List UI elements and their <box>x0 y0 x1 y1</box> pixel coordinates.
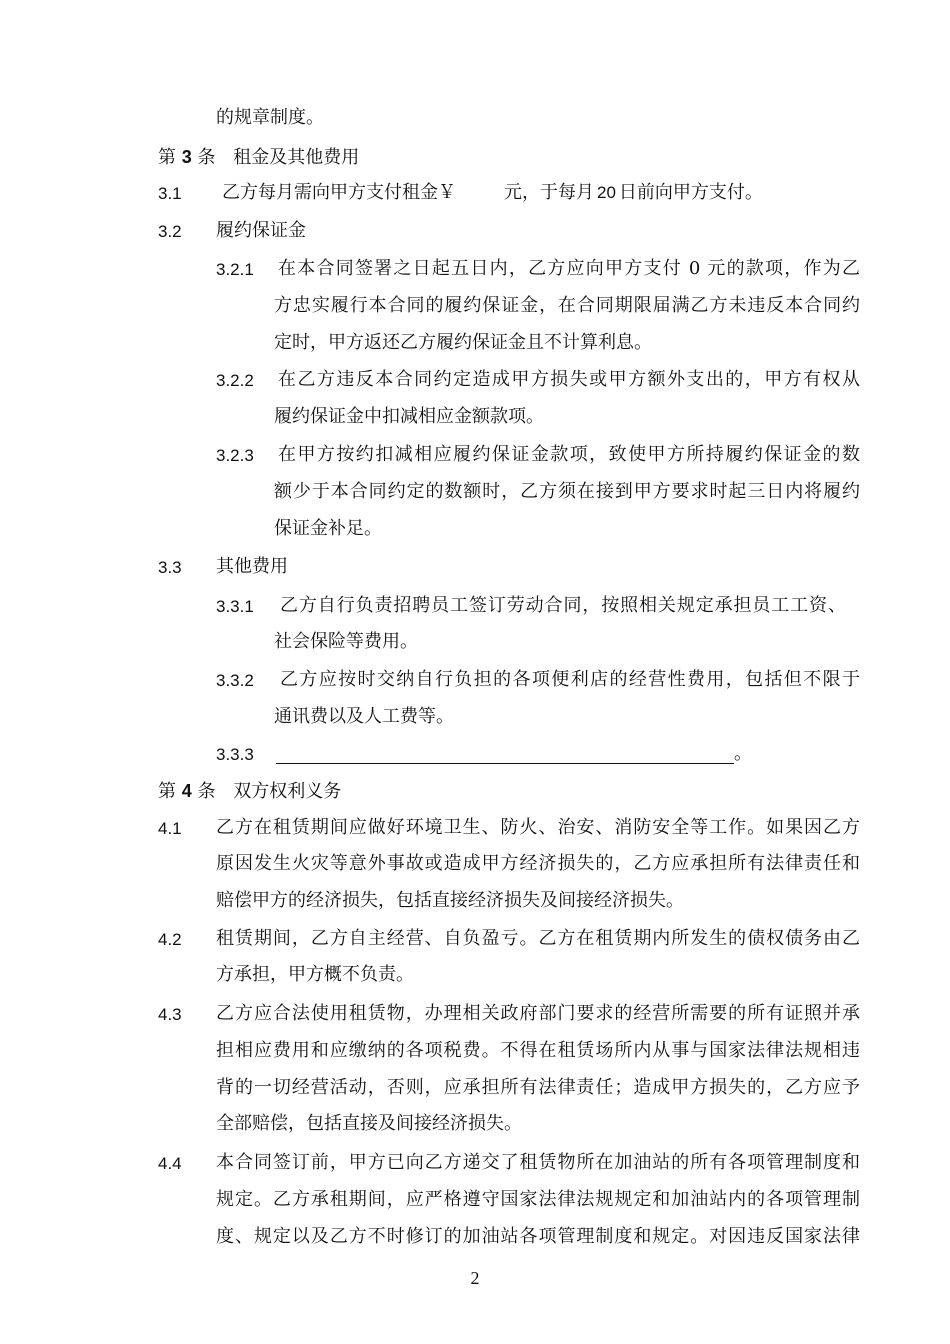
article-prefix: 第 <box>158 147 176 168</box>
paragraph-line: 额少于本合同约定的数额时，乙方须在接到甲方要求时起三日内将履约 <box>274 481 860 502</box>
paragraph-line: 度、规定以及乙方不时修订的加油站各项管理制度和规定。对因违反国家法律 <box>216 1226 860 1247</box>
clause-number: 3.3.3 <box>216 745 254 764</box>
fill-in-blank-line <box>276 763 734 764</box>
paragraph-line: 乙方在租赁期间应做好环境卫生、防火、治安、消防安全等工作。如果因乙方 <box>216 817 860 838</box>
clause-text-part: 元，于每月 <box>504 182 594 203</box>
clause-number: 3.2.2 <box>216 371 254 390</box>
clause-text-part: 日前向甲方支付。 <box>618 182 763 203</box>
paragraph-line: 履约保证金中扣减相应金额款项。 <box>274 406 544 427</box>
clause-number: 4.2 <box>158 930 182 949</box>
article-number: 3 <box>181 147 192 167</box>
paragraph-line: 保证金补足。 <box>274 518 382 539</box>
article-title: 租金及其他费用 <box>233 147 360 168</box>
paragraph-line: 在甲方按约扣减相应履约保证金款项，致使甲方所持履约保证金的数 <box>278 444 860 465</box>
article-suffix: 条 <box>197 147 216 168</box>
paragraph-line: 规定。乙方承租期间，应严格遵守国家法律法规规定和加油站内的各项管理制 <box>216 1189 860 1210</box>
clause-number: 3.2.1 <box>216 260 254 279</box>
paragraph-line: 乙方自行负责招聘员工签订劳动合同，按照相关规定承担员工工资、 <box>280 595 846 616</box>
paragraph-line: 乙方应按时交纳自行负担的各项便利店的经营性费用，包括但不限于 <box>280 669 860 690</box>
clause-number: 3.1 <box>158 184 182 203</box>
paragraph-line: 的规章制度。 <box>216 107 324 128</box>
paragraph-line: 定时，甲方返还乙方履约保证金且不计算利息。 <box>274 332 652 353</box>
paragraph-line: 担相应费用和应缴纳的各项税费。不得在租赁场所内从事与国家法律法规相违 <box>216 1040 860 1061</box>
paragraph-line: 通讯费以及人工费等。 <box>274 706 454 727</box>
clause-number: 3.3 <box>158 558 182 577</box>
page-number: 2 <box>470 1268 480 1288</box>
clause-3-2-title: 履约保证金 <box>216 220 306 241</box>
paragraph-line: 租赁期间，乙方自主经营、自负盈亏。乙方在租赁期内所发生的债权债务由乙 <box>216 928 860 949</box>
paragraph-line: 乙方应合法使用租赁物，办理相关政府部门要求的经营所需要的所有证照并承 <box>216 1003 860 1024</box>
clause-number: 4.4 <box>158 1154 182 1173</box>
article-number: 4 <box>181 781 192 801</box>
paragraph-line: 赔偿甲方的经济损失，包括直接经济损失及间接经济损失。 <box>216 890 684 911</box>
clause-number: 3.3.1 <box>216 597 254 616</box>
paragraph-line: 在乙方违反本合同约定造成甲方损失或甲方额外支出的，甲方有权从 <box>278 369 860 390</box>
paragraph-line: 社会保险等费用。 <box>274 631 418 652</box>
clause-3-3-title: 其他费用 <box>216 556 288 577</box>
clause-number: 3.2.3 <box>216 446 254 465</box>
article-title: 双方权利义务 <box>233 781 342 802</box>
clause-number: 4.1 <box>158 819 182 838</box>
paragraph-line: 全部赔偿，包括直接及间接经济损失。 <box>216 1113 522 1134</box>
paragraph-line: 方忠实履行本合同的履约保证金，在合同期限届满乙方未违反本合同约 <box>274 295 860 316</box>
paragraph-line: 背的一切经营活动，否则，应承担所有法律责任；造成甲方损失的，乙方应予 <box>216 1077 860 1098</box>
article-3-heading <box>158 146 359 169</box>
article-prefix: 第 <box>158 781 176 802</box>
sentence-end: 。 <box>734 743 752 764</box>
paragraph-line: 方承担，甲方概不负责。 <box>216 964 414 985</box>
paragraph-line: 在本合同签署之日起五日内，乙方应向甲方支付 0 元的款项，作为乙 <box>278 258 860 279</box>
paragraph-line: 原因发生火灾等意外事故或造成甲方经济损失的，乙方应承担所有法律责任和 <box>216 853 860 874</box>
clause-number: 4.3 <box>158 1005 182 1024</box>
clause-number: 3.2 <box>158 222 182 241</box>
paragraph-line: 本合同签订前，甲方已向乙方递交了租赁物所在加油站的所有各项管理制度和 <box>216 1152 860 1173</box>
clause-text-part: 乙方每月需向甲方支付租金￥ <box>222 182 456 203</box>
clause-3-1-text <box>222 182 763 204</box>
article-suffix: 条 <box>197 781 216 802</box>
article-4-heading <box>158 780 341 803</box>
clause-number: 3.3.2 <box>216 671 254 690</box>
day-number: 20 <box>597 183 616 202</box>
